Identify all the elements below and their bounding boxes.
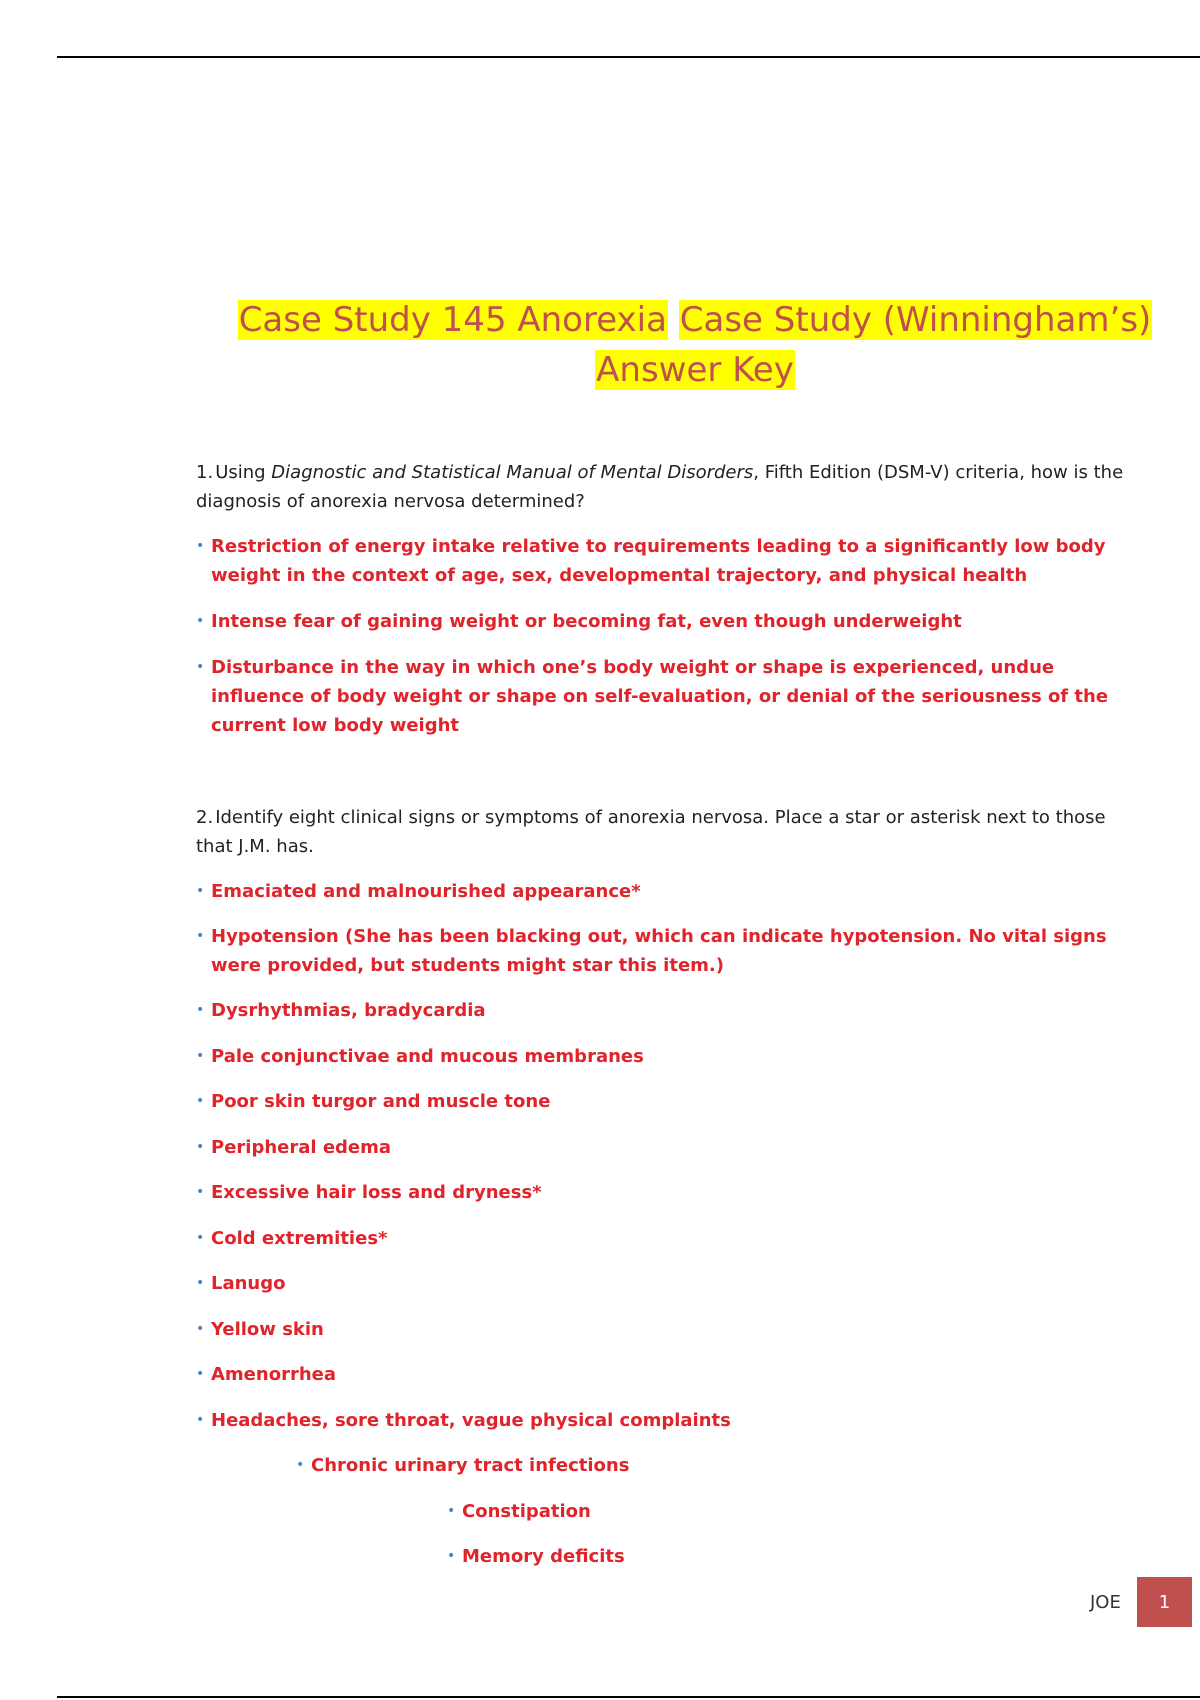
answer-text: Peripheral edema <box>211 1137 392 1158</box>
list-item <box>196 1087 1136 1116</box>
bullet-icon: • <box>196 659 205 675</box>
answer-text: Constipation <box>462 1501 591 1522</box>
answer-text: Poor skin turgor and muscle tone <box>211 1091 551 1112</box>
bullet-icon: • <box>296 1457 305 1473</box>
answer-text: Emaciated and malnourished appearance* <box>211 881 641 902</box>
list-item <box>447 1497 1147 1526</box>
bullet-icon: • <box>196 928 205 944</box>
answer-text: Memory deficits <box>462 1546 625 1567</box>
bullet-icon: • <box>196 1184 205 1200</box>
footer-author: JOE <box>1090 1592 1121 1613</box>
bullet-icon: • <box>196 883 205 899</box>
bullet-icon: • <box>447 1503 456 1519</box>
bottom-rule <box>57 1696 1200 1698</box>
question-text: Using <box>215 462 272 483</box>
list-item <box>196 1042 1136 1071</box>
answer-text: Pale conjunctivae and mucous membranes <box>211 1046 644 1067</box>
answer-text: Dysrhythmias, bradycardia <box>211 1000 486 1021</box>
list-item <box>447 1542 1147 1571</box>
list-item <box>196 1315 1136 1344</box>
list-item <box>196 1360 1136 1389</box>
bullet-icon: • <box>196 1139 205 1155</box>
answer-text: Restriction of energy intake relative to requirements leading to a significantly low body weight in the context of age, sex, developmental trajectory, and physical health <box>211 536 1106 586</box>
bullet-icon: • <box>447 1548 456 1564</box>
page-number <box>1137 1577 1192 1627</box>
bullet-icon: • <box>196 1002 205 1018</box>
question-number: 1. <box>196 462 214 483</box>
question-text: , Fifth Edition (DSM-V) criteria, how is the diagnosis of anorexia nervosa determined? <box>196 462 1124 512</box>
question-2 <box>196 803 1146 861</box>
answer-text: Disturbance in the way in which one’s body weight or shape is experienced, undue influence of body weight or shape on self-evaluation, or denial of the seriousness of the current low body weight <box>211 657 1109 736</box>
list-item <box>196 1406 1136 1435</box>
list-item <box>296 1451 1200 1480</box>
title-part-2: Case Study (Winningham’s) <box>679 300 1152 340</box>
bullet-icon: • <box>196 1230 205 1246</box>
title-part-3: Answer Key <box>596 350 794 390</box>
page-number-text: 1 <box>1158 1591 1171 1613</box>
top-rule <box>57 56 1200 58</box>
bullet-icon: • <box>196 613 205 629</box>
list-item <box>196 996 1136 1025</box>
document-title <box>200 295 1190 395</box>
list-item <box>196 1269 1136 1298</box>
bullet-icon: • <box>196 1366 205 1382</box>
list-item <box>196 653 1136 740</box>
bullet-icon: • <box>196 1321 205 1337</box>
answer-text: Intense fear of gaining weight or becoming fat, even though underweight <box>211 611 962 632</box>
list-item <box>196 922 1136 980</box>
list-item <box>196 1224 1136 1253</box>
list-item <box>196 607 1136 636</box>
answer-text: Headaches, sore throat, vague physical complaints <box>211 1410 731 1431</box>
answer-text: Hypotension (She has been blacking out, which can indicate hypotension. No vital signs were provided, but students might star this item.) <box>211 926 1107 976</box>
answer-text: Yellow skin <box>211 1319 324 1340</box>
list-item <box>196 1133 1136 1162</box>
list-item <box>196 532 1136 590</box>
list-item <box>196 877 1136 906</box>
bullet-icon: • <box>196 1048 205 1064</box>
bullet-icon: • <box>196 1093 205 1109</box>
answer-text: Excessive hair loss and dryness* <box>211 1182 542 1203</box>
question-italic-text: Diagnostic and Statistical Manual of Mental Disorders <box>271 462 754 483</box>
bullet-icon: • <box>196 1412 205 1428</box>
answer-text: Cold extremities* <box>211 1228 388 1249</box>
answer-text: Amenorrhea <box>211 1364 336 1385</box>
answer-text: Lanugo <box>211 1273 286 1294</box>
bullet-icon: • <box>196 538 205 554</box>
question-text: Identify eight clinical signs or symptoms of anorexia nervosa. Place a star or asterisk next to those that J.M. has. <box>196 807 1106 857</box>
question-number: 2. <box>196 807 214 828</box>
list-item <box>196 1178 1136 1207</box>
bullet-icon: • <box>196 1275 205 1291</box>
title-part-1: Case Study 145 Anorexia <box>238 300 667 340</box>
answer-text: Chronic urinary tract infections <box>311 1455 630 1476</box>
question-1 <box>196 458 1146 516</box>
